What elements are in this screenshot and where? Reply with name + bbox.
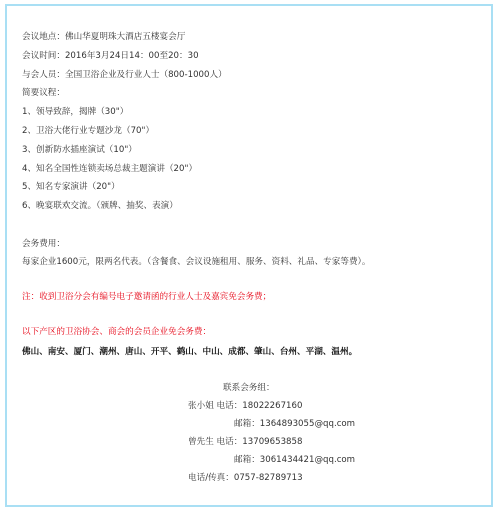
meeting-time: 会议时间：2016年3月24日14：00至20：30 (22, 51, 199, 61)
contact-fax: 电话/传真：0757-82789713 (188, 473, 303, 483)
contact-title: 联系会务组： (223, 383, 275, 393)
contact-person-2: 曾先生 电话：13709653858 (188, 437, 303, 447)
agenda-item-6: 6、晚宴联欢交流。（颁牌、抽奖、表演） (22, 201, 178, 211)
contact-person-1: 张小姐 电话：18022267160 (188, 401, 303, 411)
agenda-title: 简要议程： (22, 88, 65, 98)
meeting-location: 会议地点：佛山华夏明珠大酒店五楼宴会厅 (22, 32, 186, 42)
contact-email-2: 邮箱：3061434421@qq.com (234, 455, 356, 465)
agenda-item-3: 3、创新防水插座演试（10"） (22, 145, 137, 155)
agenda-item-5: 5、知名专家演讲（20"） (22, 182, 120, 192)
agenda-item-4: 4、知名全国性连锁卖场总裁主题演讲（20"） (22, 164, 198, 174)
meeting-attendees: 与会人员：全国卫浴企业及行业人士（800-1000人） (22, 70, 227, 80)
contact-email-1: 邮箱：1364893055@qq.com (234, 419, 356, 429)
fee-detail: 每家企业1600元，限两名代表。（含餐食、会议设施租用、服务、资料、礼品、专家等费）。 (22, 257, 371, 267)
free-regions-list: 佛山、南安、厦门、潮州、唐山、开平、鹤山、中山、成都、肇山、台州、平湖、温州。 (22, 347, 358, 357)
agenda-item-2: 2、卫浴大佬行业专题沙龙（70"） (22, 126, 155, 136)
fee-title: 会务费用： (22, 239, 65, 249)
agenda-item-1: 1、领导致辞，揭牌（30"） (22, 107, 129, 117)
free-regions-title: 以下产区的卫浴协会、商会的会员企业免会务费： (22, 327, 212, 337)
free-invitation-note: 注：收到卫浴分会有编号电子邀请函的行业人士及嘉宾免会务费； (22, 292, 272, 302)
